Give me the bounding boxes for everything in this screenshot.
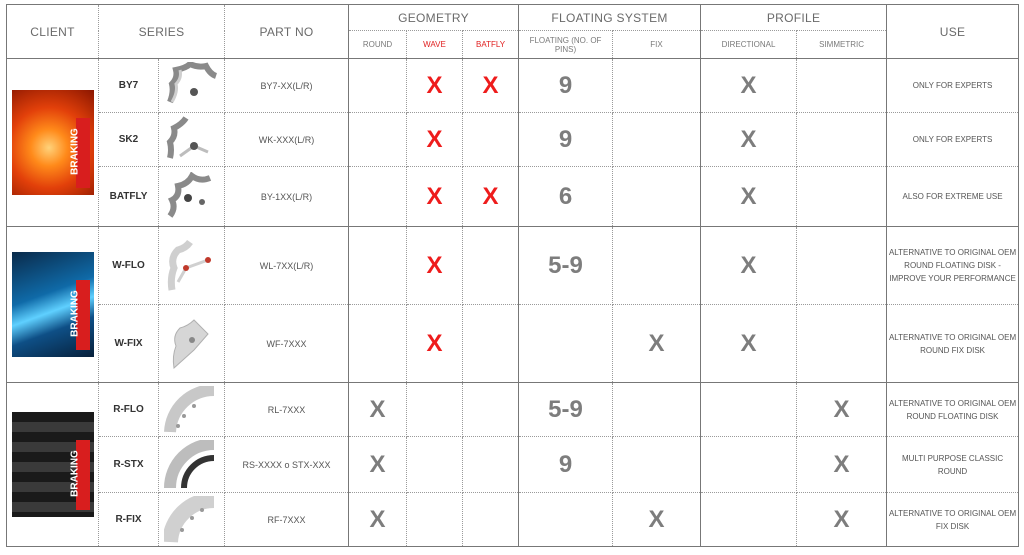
round-mark: X xyxy=(349,437,407,493)
wave-disc-icon xyxy=(159,59,225,113)
client-catalog-3 xyxy=(7,383,99,547)
header-wave: WAVE xyxy=(407,31,463,59)
directional-mark: X xyxy=(701,305,797,383)
header-use: USE xyxy=(887,5,1019,59)
header-directional: DIRECTIONAL xyxy=(701,31,797,59)
wave-disc-icon xyxy=(159,113,225,167)
table-row xyxy=(7,383,1019,437)
wave-mark: X xyxy=(407,167,463,227)
series-name: R-FLO xyxy=(99,383,159,437)
batfly-cell xyxy=(463,437,519,493)
wave-mark: X xyxy=(407,59,463,113)
wave-cell xyxy=(407,493,463,547)
header-fix: FIX xyxy=(613,31,701,59)
floating-pins-value: 9 xyxy=(519,113,613,167)
wave-mark: X xyxy=(407,305,463,383)
use-text: ALTERNATIVE TO ORIGINAL OEM FIX DISK xyxy=(887,493,1019,547)
header-simmetric: SIMMETRIC xyxy=(797,31,887,59)
simmetric-mark: X xyxy=(797,383,887,437)
series-name: R-STX xyxy=(99,437,159,493)
fix-mark: X xyxy=(613,305,701,383)
catalog-cover-image: BRAKING xyxy=(12,412,94,517)
round-disc-icon xyxy=(159,383,225,437)
header-profile: PROFILE xyxy=(701,5,887,31)
table-row xyxy=(7,305,1019,383)
table-row xyxy=(7,59,1019,113)
part-number: RL-7XXX xyxy=(225,383,349,437)
table-row xyxy=(7,167,1019,227)
comparison-table xyxy=(6,4,1019,547)
floating-pins-value: 5-9 xyxy=(519,227,613,305)
fix-cell xyxy=(613,437,701,493)
wave-disc-icon xyxy=(159,227,225,305)
fix-cell xyxy=(613,113,701,167)
fix-cell xyxy=(613,383,701,437)
simmetric-cell xyxy=(797,59,887,113)
fix-cell xyxy=(613,227,701,305)
catalog-cover-image: BRAKING xyxy=(12,252,94,357)
header-floating-system: FLOATING SYSTEM xyxy=(519,5,701,31)
directional-cell xyxy=(701,383,797,437)
wave-carrier-icon xyxy=(159,305,225,383)
batfly-cell xyxy=(463,493,519,547)
part-number: WF-7XXX xyxy=(225,305,349,383)
use-text: MULTI PURPOSE CLASSIC ROUND xyxy=(887,437,1019,493)
simmetric-mark: X xyxy=(797,493,887,547)
catalog-cover-image: BRAKING xyxy=(12,90,94,195)
floating-pins-value: 9 xyxy=(519,437,613,493)
directional-mark: X xyxy=(701,59,797,113)
table-row xyxy=(7,227,1019,305)
client-catalog-1 xyxy=(7,59,99,227)
client-catalog-2 xyxy=(7,227,99,383)
batfly-mark: X xyxy=(463,59,519,113)
series-name: SK2 xyxy=(99,113,159,167)
batfly-cell xyxy=(463,383,519,437)
floating-pins-value: 5-9 xyxy=(519,383,613,437)
part-number: BY-1XX(L/R) xyxy=(225,167,349,227)
series-name: BATFLY xyxy=(99,167,159,227)
header-part-no: PART NO xyxy=(225,5,349,59)
header-client: CLIENT xyxy=(7,5,99,59)
fix-cell xyxy=(613,59,701,113)
wave-mark: X xyxy=(407,113,463,167)
brake-disc-comparison-sheet xyxy=(6,4,1018,550)
round-mark: X xyxy=(349,383,407,437)
series-name: W-FIX xyxy=(99,305,159,383)
round-disc-icon xyxy=(159,437,225,493)
fix-cell xyxy=(613,167,701,227)
header-series: SERIES xyxy=(99,5,225,59)
use-text: ALTERNATIVE TO ORIGINAL OEM ROUND FLOATING DISK xyxy=(887,383,1019,437)
batfly-cell xyxy=(463,305,519,383)
simmetric-cell xyxy=(797,167,887,227)
round-cell xyxy=(349,227,407,305)
floating-cell xyxy=(519,305,613,383)
round-cell xyxy=(349,59,407,113)
directional-mark: X xyxy=(701,227,797,305)
use-text: ALTERNATIVE TO ORIGINAL OEM ROUND FIX DISK xyxy=(887,305,1019,383)
part-number: WK-XXX(L/R) xyxy=(225,113,349,167)
series-name: BY7 xyxy=(99,59,159,113)
floating-pins-value: 9 xyxy=(519,59,613,113)
series-name: W-FLO xyxy=(99,227,159,305)
use-text: ONLY FOR EXPERTS xyxy=(887,59,1019,113)
header-batfly: BATFLY xyxy=(463,31,519,59)
directional-mark: X xyxy=(701,167,797,227)
use-text: ALTERNATIVE TO ORIGINAL OEM ROUND FLOATING DISK - IMPROVE YOUR PERFORMANCE xyxy=(887,227,1019,305)
series-name: R-FIX xyxy=(99,493,159,547)
table-row xyxy=(7,113,1019,167)
header-round: ROUND xyxy=(349,31,407,59)
directional-cell xyxy=(701,493,797,547)
round-mark: X xyxy=(349,493,407,547)
batfly-cell xyxy=(463,113,519,167)
header-geometry: GEOMETRY xyxy=(349,5,519,31)
header-floating-pins: FLOATING (NO. OF PINS) xyxy=(519,31,613,59)
simmetric-mark: X xyxy=(797,437,887,493)
floating-cell xyxy=(519,493,613,547)
round-cell xyxy=(349,167,407,227)
use-text: ALSO FOR EXTREME USE xyxy=(887,167,1019,227)
part-number: RS-XXXX o STX-XXX xyxy=(225,437,349,493)
wave-cell xyxy=(407,437,463,493)
part-number: WL-7XX(L/R) xyxy=(225,227,349,305)
table-row xyxy=(7,493,1019,547)
simmetric-cell xyxy=(797,227,887,305)
simmetric-cell xyxy=(797,305,887,383)
batfly-cell xyxy=(463,227,519,305)
fix-mark: X xyxy=(613,493,701,547)
round-cell xyxy=(349,305,407,383)
batfly-mark: X xyxy=(463,167,519,227)
header-row-top xyxy=(7,5,1019,31)
table-row xyxy=(7,437,1019,493)
wave-mark: X xyxy=(407,227,463,305)
batfly-disc-icon xyxy=(159,167,225,227)
floating-pins-value: 6 xyxy=(519,167,613,227)
directional-mark: X xyxy=(701,113,797,167)
round-cell xyxy=(349,113,407,167)
directional-cell xyxy=(701,437,797,493)
round-disc-icon xyxy=(159,493,225,547)
use-text: ONLY FOR EXPERTS xyxy=(887,113,1019,167)
part-number: BY7-XX(L/R) xyxy=(225,59,349,113)
simmetric-cell xyxy=(797,113,887,167)
wave-cell xyxy=(407,383,463,437)
part-number: RF-7XXX xyxy=(225,493,349,547)
